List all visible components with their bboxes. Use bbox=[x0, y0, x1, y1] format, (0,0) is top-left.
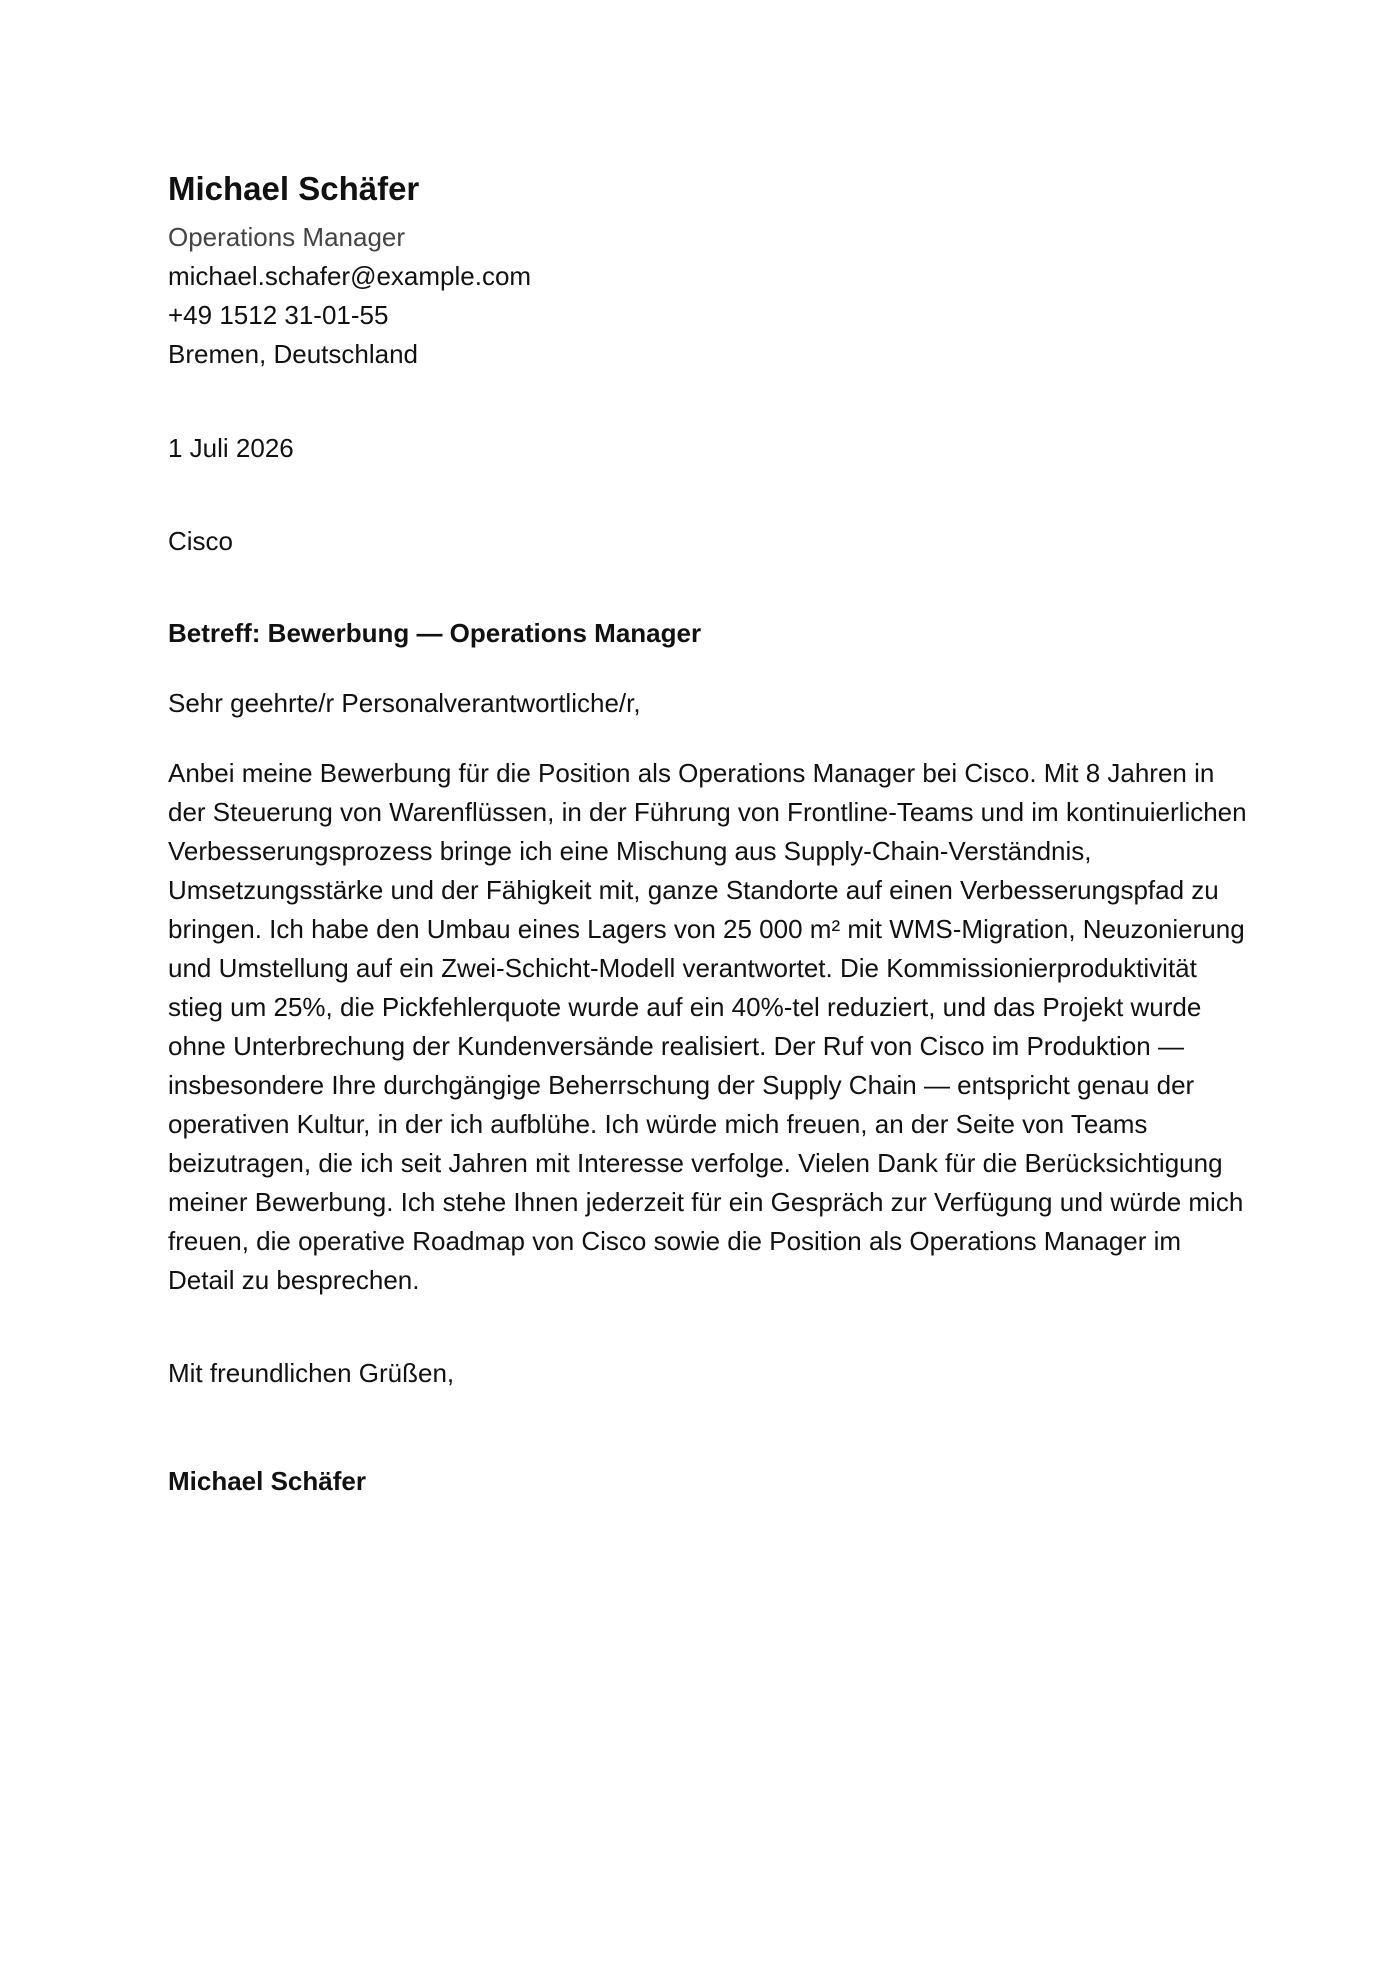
sender-email: michael.schafer@example.com bbox=[168, 261, 532, 291]
recipient: Cisco bbox=[168, 526, 234, 556]
letter-date: 1 Juli 2026 bbox=[168, 433, 294, 463]
sender-name: Michael Schäfer bbox=[168, 170, 420, 207]
closing: Mit freundlichen Grüßen, bbox=[168, 1358, 455, 1388]
body-paragraph: Anbei meine Bewerbung für die Position als Operations Manager bei Cisco. Mit 8 Jahren in der Steuerung von Warenflüssen, in der Führung von Frontline-Teams und im kontinuierlichen Verbesserungsprozess bringe ich eine Mischung aus Supply-Chain-Verständnis, Umsetzungsstärke und der Fähigkeit mit, ganze Standorte auf einen Verbesserungspfad zu bringen. Ich habe den Umbau eines Lagers von 25 000 m² mit WMS-Migration, Neuzonierung und Umstellung auf ein Zwei-Schicht-Modell verantwortet. Die Kommissionierproduktivität stieg um 25%, die Pickfehlerquote wurde auf ein 40%-tel reduziert, und das Projekt wurde ohne Unterbrechung der Kundenversände realisiert. Der Ruf von Cisco im Produktion — insbesondere Ihre durchgängige Beherrschung der Supply Chain — entspricht genau der operativen Kultur, in der ich aufblühe. Ich würde mich freuen, an der Seite von Teams beizutragen, die ich seit Jahren mit Interesse verfolge. Vielen Dank für die Berücksichtigung meiner Bewerbung. Ich stehe Ihnen jederzeit für ein Gespräch zur Verfügung und würde mich freuen, die operative Roadmap von Cisco sowie die Position als Operations Manager im Detail zu besprechen. bbox=[168, 758, 1247, 1295]
sender-phone: +49 1512 31-01-55 bbox=[168, 300, 389, 330]
sender-location: Bremen, Deutschland bbox=[168, 339, 419, 369]
salutation: Sehr geehrte/r Personalverantwortliche/r, bbox=[168, 688, 641, 718]
signature: Michael Schäfer bbox=[168, 1466, 366, 1496]
subject-line: Betreff: Bewerbung — Operations Manager bbox=[168, 618, 702, 648]
cover-letter bbox=[168, 166, 1248, 1501]
sender-title: Operations Manager bbox=[168, 222, 406, 252]
